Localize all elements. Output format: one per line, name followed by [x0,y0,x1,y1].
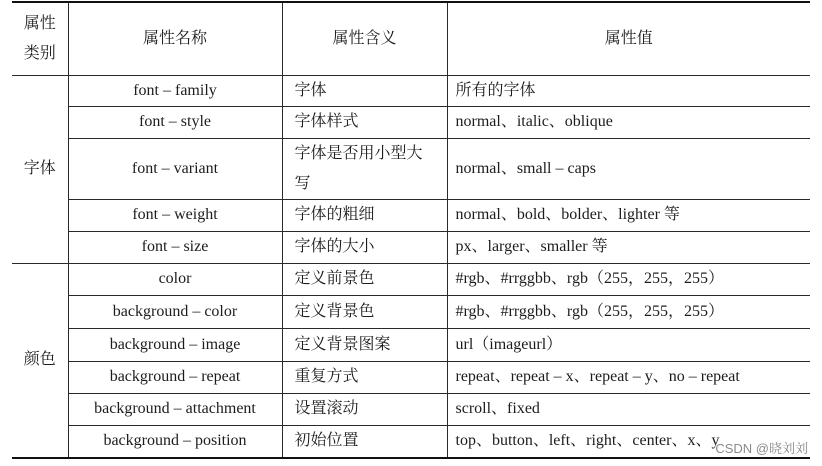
property-name-cell: font – family [68,75,282,106]
property-name-cell: font – variant [68,138,282,199]
table-row [12,328,810,361]
property-value-cell: normal、small – caps [447,138,810,199]
property-name-cell: background – color [68,295,282,328]
property-name-cell: color [68,263,282,295]
property-meaning-cell: 字体 [282,75,447,106]
property-value-cell: top、button、left、right、center、x、y [447,425,810,458]
property-value-cell: url（imageurl） [447,328,810,361]
property-value-cell: normal、bold、bolder、lighter 等 [447,199,810,231]
category-cell-font: 字体 [12,75,68,263]
property-value-cell: repeat、repeat – x、repeat – y、no – repeat [447,361,810,393]
header-value: 属性值 [447,2,810,75]
header-meaning: 属性含义 [282,2,447,75]
watermark: CSDN @晓刘刘 [715,441,808,456]
property-meaning-cell: 定义背景图案 [282,328,447,361]
table-row [12,138,810,199]
table-row [12,75,810,106]
header-row [12,2,810,75]
header-name: 属性名称 [68,2,282,75]
property-meaning-cell: 字体样式 [282,106,447,138]
property-value-cell: scroll、fixed [447,393,810,425]
table-row [12,361,810,393]
property-meaning-cell: 字体的大小 [282,231,447,263]
property-name-cell: font – weight [68,199,282,231]
property-name-cell: background – image [68,328,282,361]
property-name-cell: background – repeat [68,361,282,393]
table-row [12,393,810,425]
property-value-cell: normal、italic、oblique [447,106,810,138]
table-row [12,106,810,138]
css-properties-table [12,1,810,459]
property-meaning-cell: 设置滚动 [282,393,447,425]
table-row [12,231,810,263]
table-row [12,295,810,328]
property-name-cell: background – attachment [68,393,282,425]
property-meaning-cell: 字体是否用小型大写 [282,138,447,199]
table-row [12,199,810,231]
property-meaning-cell: 重复方式 [282,361,447,393]
property-name-cell: background – position [68,425,282,458]
property-meaning-cell: 初始位置 [282,425,447,458]
property-name-cell: font – style [68,106,282,138]
table-row [12,263,810,295]
property-meaning-cell: 字体的粗细 [282,199,447,231]
category-cell-color: 颜色 [12,263,68,458]
property-value-cell: 所有的字体 [447,75,810,106]
header-category: 属性类别 [12,2,68,75]
property-name-cell: font – size [68,231,282,263]
property-value-cell: #rgb、#rrggbb、rgb（255，255，255） [447,295,810,328]
property-meaning-cell: 定义前景色 [282,263,447,295]
property-meaning-cell: 定义背景色 [282,295,447,328]
property-value-cell: #rgb、#rrggbb、rgb（255，255，255） [447,263,810,295]
table-row [12,425,810,458]
property-value-cell: px、larger、smaller 等 [447,231,810,263]
